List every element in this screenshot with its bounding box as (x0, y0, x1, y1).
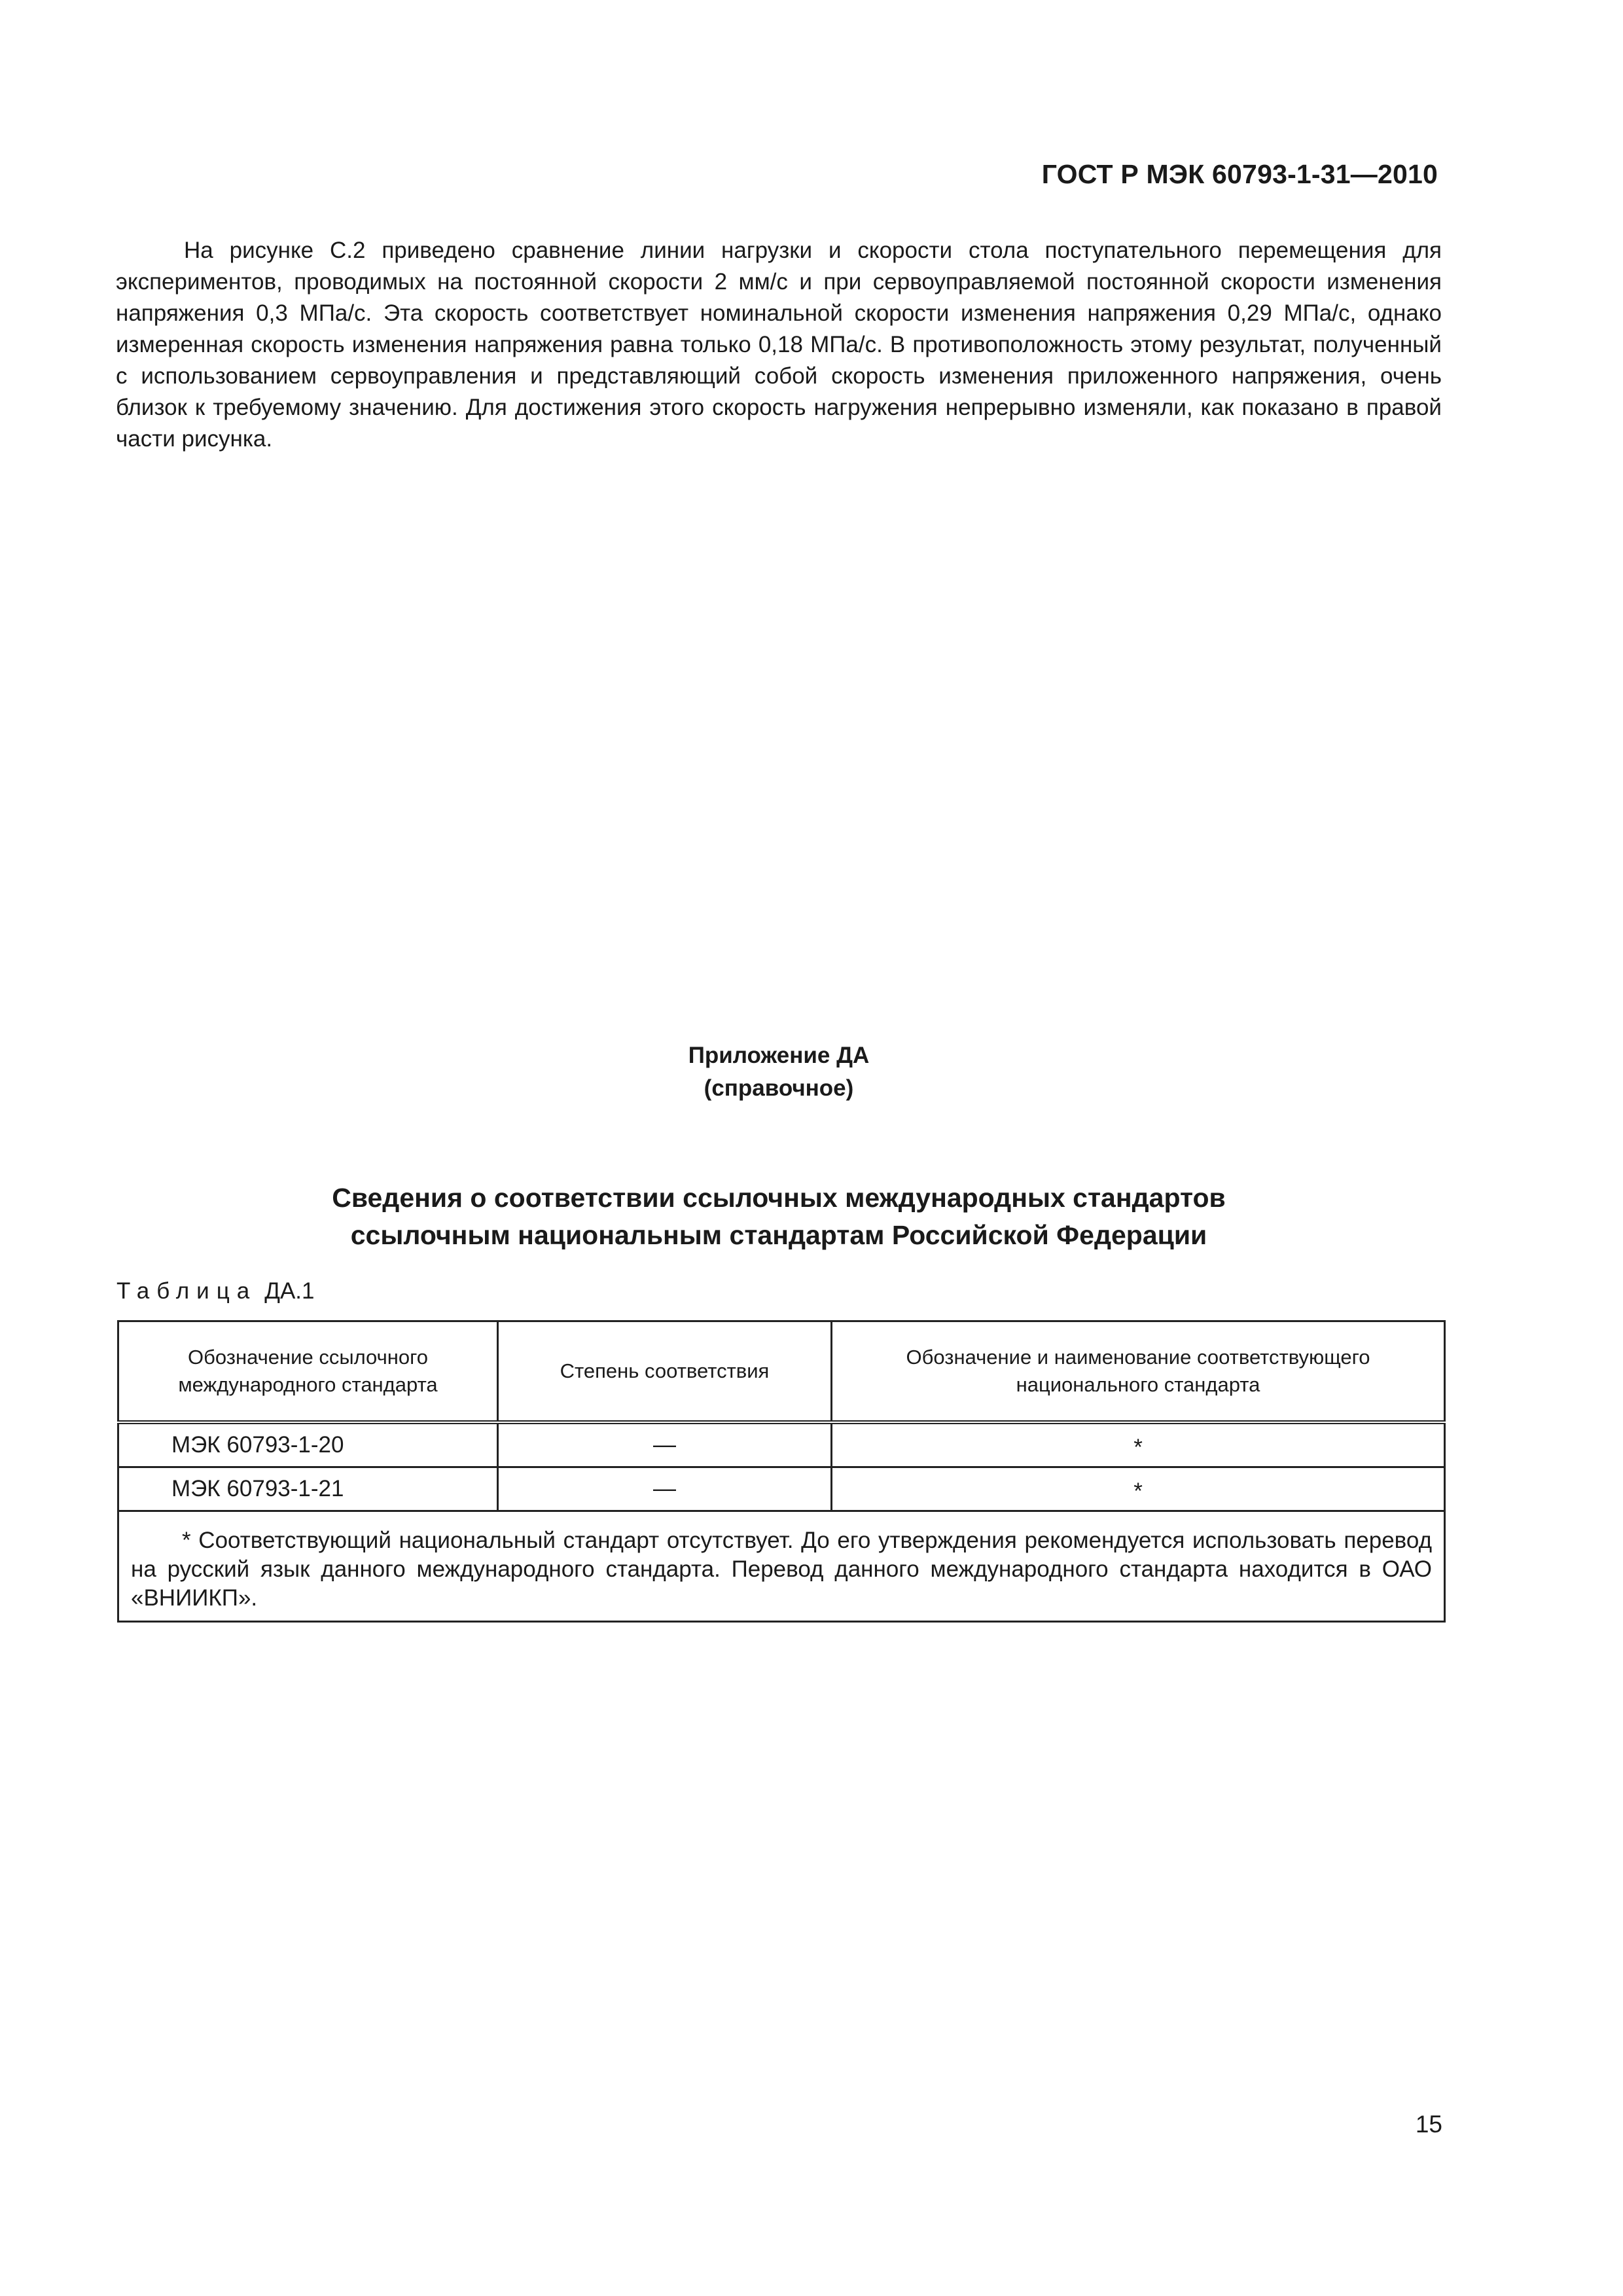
intro-paragraph: На рисунке С.2 приведено сравнение линии нагрузки и скорости стола поступательного перемещения для экспериментов, проводимых на постоянной скорости 2 мм/с и при сервоуправляемой постоянной скорости изменения напряжения 0,3 МПа/с. Эта скорость соответствует номинальной скорости изменения напряжения 0,29 МПа/с, однако измеренная скорость изменения напряжения равна только 0,18 МПа/с. В противоположность этому результат, полученный с использованием сервоуправления и представляющий собой скорость изменения приложенного напряжения, очень близок к требуемому значению. Для достижения этого скорость нагружения непрерывно изменяли, как показано в правой части рисунка. (116, 238, 1442, 452)
cell-national: * (832, 1422, 1445, 1467)
table-row (118, 1422, 1445, 1467)
reference-standards-table (117, 1320, 1446, 1623)
table-caption-word: Таблица (116, 1278, 257, 1304)
table-footnote-row (118, 1511, 1445, 1622)
footnote-text: * Соответствующий национальный стандарт отсутствует. До его утверждения рекомендуется использовать перевод на русский язык данного международного стандарта. Перевод данного международного стандарта находится в ОАО «ВНИИКП». (131, 1528, 1432, 1611)
table-caption (116, 1278, 314, 1304)
cell-standard: МЭК 60793-1-21 (118, 1467, 498, 1511)
page-number: 15 (1415, 2111, 1442, 2138)
header-national-standard: Обозначение и наименование соответствующего национального стандарта (832, 1321, 1445, 1423)
cell-degree: — (498, 1422, 832, 1467)
section-title-line-1: Сведения о соответствии ссылочных международных стандартов (332, 1183, 1226, 1213)
annex-title: Приложение ДА (688, 1043, 870, 1068)
table-footnote (118, 1511, 1445, 1622)
document-code: ГОСТ Р МЭК 60793-1-31—2010 (1041, 159, 1438, 189)
table-header-row (118, 1321, 1445, 1423)
cell-degree: — (498, 1467, 832, 1511)
table-row (118, 1467, 1445, 1511)
cell-standard: МЭК 60793-1-20 (118, 1422, 498, 1467)
intro-text (116, 235, 1442, 455)
header-international-standard: Обозначение ссылочного международного стандарта (118, 1321, 498, 1423)
section-heading (0, 1179, 1558, 1254)
header-degree-of-conformity: Степень соответствия (498, 1321, 832, 1423)
section-title-line-2: ссылочным национальным стандартам Российской Федерации (350, 1220, 1207, 1250)
annex-subtitle: (справочное) (704, 1075, 854, 1101)
table-caption-number: ДА.1 (264, 1278, 315, 1304)
cell-national: * (832, 1467, 1445, 1511)
annex-heading (0, 1039, 1558, 1105)
